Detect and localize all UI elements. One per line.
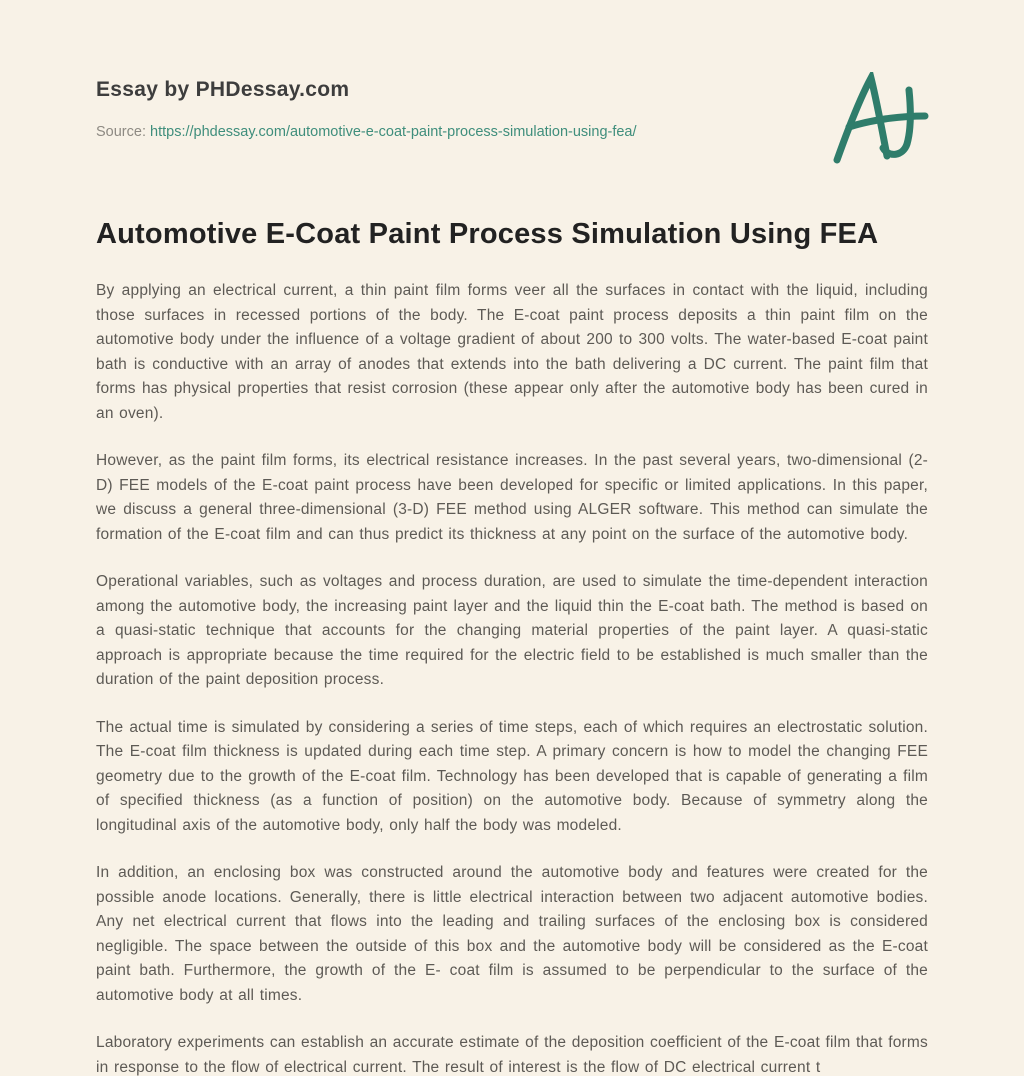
a-plus-logo-icon bbox=[829, 72, 934, 172]
article-body bbox=[96, 279, 928, 1076]
paragraph: In addition, an enclosing box was constructed around the automotive body and features were created for the possible anode locations. Generally, there is little electrical interaction between two adjacent automotive bodies. Any net electrical current that flows into the leading and trailing surfaces of the enclosing box is considered negligible. The space between the outside of this box and the automotive body will be considered as the E-coat paint bath. Furthermore, the growth of the E- coat film is assumed to be perpendicular to the surface of the automotive body at all times. bbox=[96, 864, 928, 1004]
source-url-link[interactable]: https://phdessay.com/automotive-e-coat-paint-process-simulation-using-fea/ bbox=[150, 124, 637, 140]
source-line bbox=[96, 124, 928, 140]
paragraph: By applying an electrical current, a thin paint film forms veer all the surfaces in contact with the liquid, including those surfaces in recessed portions of the body. The E-coat paint process deposits a thin paint film on the automotive body under the influence of a voltage gradient of about 200 to 300 volts. The water-based E-coat paint bath is conductive with an array of anodes that extends into the bath delivering a DC current. The paint film that forms has physical properties that resist corrosion (these appear only after the automotive body has been cured in an oven). bbox=[96, 282, 928, 422]
paragraph: However, as the paint film forms, its electrical resistance increases. In the past several years, two-dimensional (2-D) FEE models of the E-coat paint process have been developed for specific or limited applications. In this paper, we discuss a general three-dimensional (3-D) FEE method using ALGER software. This method can simulate the formation of the E-coat film and can thus predict its thickness at any point on the surface of the automotive body. bbox=[96, 452, 928, 543]
essay-byline: Essay by PHDessay.com bbox=[96, 78, 350, 101]
source-label: Source: bbox=[96, 124, 146, 140]
phdessay-logo bbox=[829, 72, 934, 172]
paragraph: The actual time is simulated by considering a series of time steps, each of which requires an electrostatic solution. The E-coat film thickness is updated during each time step. A primary concern is how to model the changing FEE geometry due to the growth of the E-coat film. Technology has been developed that is capable of generating a film of specified thickness (as a function of position) on the automotive body. Because of symmetry along the longitudinal axis of the automotive body, only half the body was modeled. bbox=[96, 718, 928, 834]
paragraph: Laboratory experiments can establish an accurate estimate of the deposition coefficient of the E-coat film that forms in response to the flow of electrical current. The result of interest is the flow of DC electrical current t bbox=[96, 1034, 928, 1076]
page-title: Automotive E-Coat Paint Process Simulation Using FEA bbox=[96, 218, 879, 250]
paragraph: Operational variables, such as voltages and process duration, are used to simulate the time-dependent interaction among the automotive body, the increasing paint layer and the liquid thin the E-coat bath. The method is based on a quasi-static technique that accounts for the changing material properties of the paint layer. A quasi-static approach is appropriate because the time required for the electric field to be established is much smaller than the duration of the paint deposition process. bbox=[96, 573, 928, 688]
